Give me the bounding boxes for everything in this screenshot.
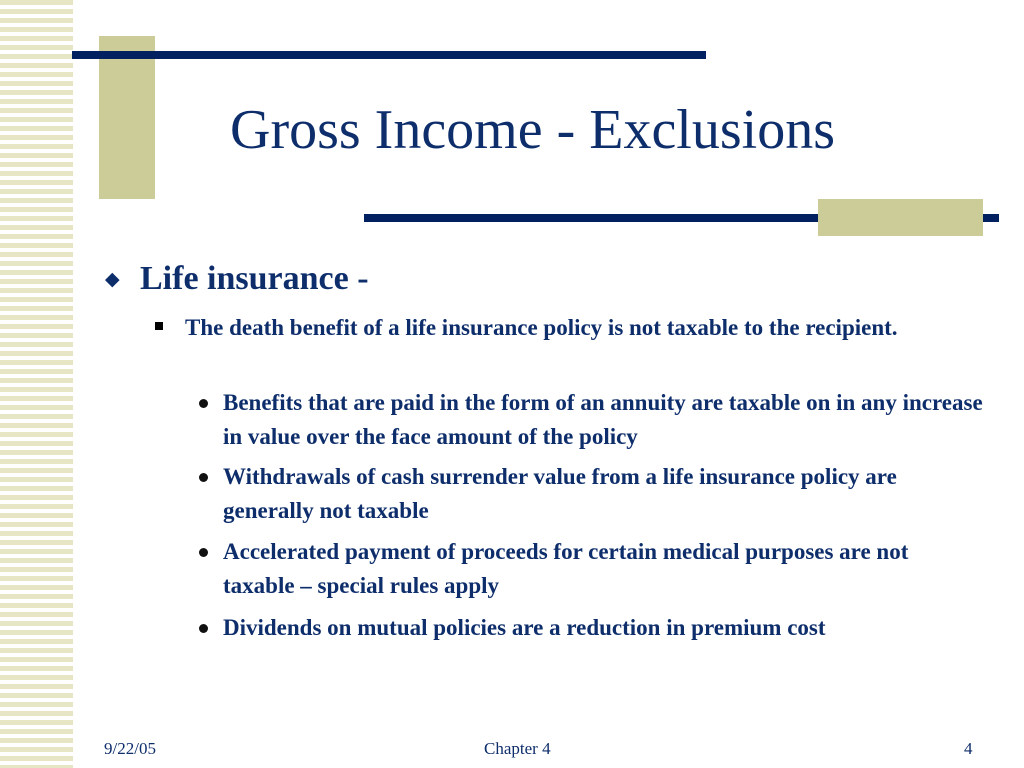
striped-side-bar: [0, 0, 73, 768]
title-accent-block: [99, 36, 155, 199]
bullet-level3-item: Benefits that are paid in the form of an annuity are taxable on in any increase in value over the face amount of the policy: [223, 390, 983, 449]
title-rule-top: [72, 51, 706, 59]
footer-page-number: 4: [964, 739, 973, 758]
bullet-level3-item: Dividends on mutual policies are a reduction in premium cost: [223, 615, 826, 640]
footer-date: 9/22/05: [104, 739, 156, 758]
dot-bullet-icon: [199, 473, 208, 482]
dot-bullet-icon: [199, 548, 208, 557]
slide-title: Gross Income - Exclusions: [230, 99, 836, 161]
bullet-level2-text: The death benefit of a life insurance policy is not taxable to the recipient.: [185, 315, 898, 340]
dot-bullet-icon: [199, 399, 208, 408]
dot-bullet-icon: [199, 624, 208, 633]
diamond-bullet-icon: ◆: [105, 269, 120, 290]
square-bullet-icon: [155, 322, 163, 330]
bullet-level3-item: Accelerated payment of proceeds for certain medical purposes are not taxable – special rules apply: [223, 539, 909, 598]
bullet-level3-item: Withdrawals of cash surrender value from a life insurance policy are generally not taxable: [223, 464, 897, 523]
rule-accent-block: [818, 199, 983, 236]
footer-chapter: Chapter 4: [484, 739, 551, 758]
bullet-level1-text: Life insurance -: [140, 260, 369, 297]
